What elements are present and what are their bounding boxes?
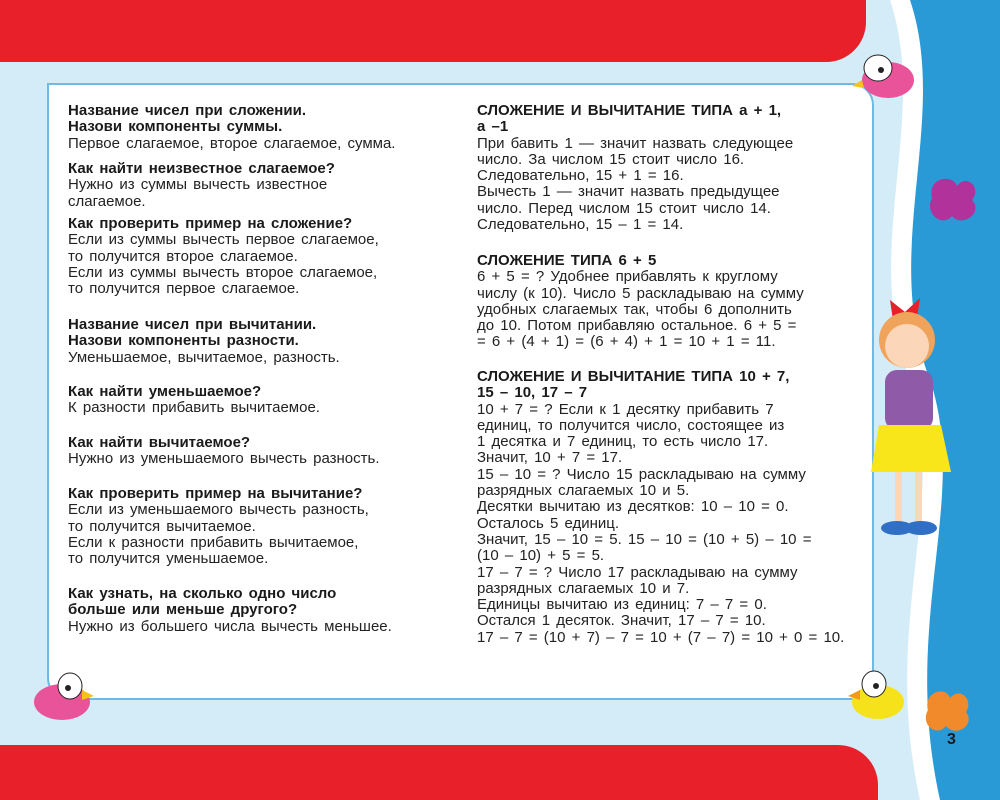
pink-bird-bottom-illustration xyxy=(20,660,100,730)
section-text: К разности прибавить вычитаемое. xyxy=(68,399,320,417)
bottom-red-band xyxy=(0,745,878,800)
top-red-band xyxy=(0,0,866,62)
section-heading: СЛОЖЕНИЕ И ВЫЧИТАНИЕ ТИПА 10 + 7, 15 – 10, 17 – 7 xyxy=(477,368,790,402)
pink-bird-illustration xyxy=(848,40,923,105)
section-heading: Как узнать, на сколько одно число больше или меньше другого? xyxy=(68,585,337,619)
left-section-6 xyxy=(68,435,380,468)
section-heading: Как найти вычитаемое? xyxy=(68,434,251,451)
section-text: 6 + 5 = ? Удобнее прибавлять к круглому числу (к 10). Число 5 раскладываю на сумму удобных слагаемых так, чтобы 6 дополнить до 10. Потом прибавляю остальное. 6 + 5 = = 6 + (4 + 1) = (6 + 4) + 1 = 10 + 1 = 11. xyxy=(477,268,804,351)
left-section-3 xyxy=(68,216,379,297)
section-text: Уменьшаемое, вычитаемое, разность. xyxy=(68,348,340,366)
section-text: 10 + 7 = ? Если к 1 десятку прибавить 7 единиц, то получится число, состоящее из 1 десятка и 7 единиц, то есть число 17. Значит, 10 + 7 = 17. 15 – 10 = ? Число 15 раскладываю на сумму разрядных слагаемых 10 и 5. Десятки вычитаю из десятков: 10 – 10 = 0. Осталось 5 единиц. Значит, 15 – 10 = 5. 15 – 10 = (10 + 5) – 10 = (10 – 10) + 5 = 5. 17 – 7 = ? Число 17 раскладываю на сумму разрядных слагаемых 10 и 7. Единицы вычитаю из единиц: 7 – 7 = 0. Остался 1 десяток. Значит, 17 – 7 = 10. 17 – 7 = (10 + 7) – 7 = 10 + (7 – 7) = 10 + 0 = 10. xyxy=(477,400,845,646)
section-heading: СЛОЖЕНИЕ И ВЫЧИТАНИЕ ТИПА а + 1, а –1 xyxy=(477,102,782,136)
left-section-5 xyxy=(68,384,320,417)
left-section-2 xyxy=(68,161,335,210)
section-text: Нужно из большего числа вычесть меньшее. xyxy=(68,617,392,635)
left-section-8 xyxy=(68,586,392,635)
purple-paint-splash xyxy=(922,168,987,233)
yellow-bird-illustration xyxy=(840,660,915,730)
girl-illustration xyxy=(855,280,965,545)
right-section-2 xyxy=(477,253,804,351)
section-heading: Как проверить пример на сложение? xyxy=(68,215,353,232)
section-text: Нужно из суммы вычесть известное слагаемое. xyxy=(68,176,328,210)
section-text: Нужно из уменьшаемого вычесть разность. xyxy=(68,450,380,468)
left-section-7 xyxy=(68,486,369,567)
page-number: 3 xyxy=(947,731,956,748)
left-section-4 xyxy=(68,317,340,366)
section-text: Если из суммы вычесть первое слагаемое, то получится второе слагаемое. Если из суммы вычесть второе слагаемое, то получится первое слагаемое. xyxy=(68,231,379,298)
section-text: Если из уменьшаемого вычесть разность, то получится вычитаемое. Если к разности прибавить вычитаемое, то получится уменьшаемое. xyxy=(68,501,369,568)
section-text: При бавить 1 — значит назвать следующее число. За числом 15 стоит число 16. Следовательно, 15 + 1 = 16. Вычесть 1 — значит назвать предыдущее число. Перед числом 15 стоит число 14. Следовательно, 15 – 1 = 14. xyxy=(477,134,794,234)
section-text: Первое слагаемое, второе слагаемое, сумма. xyxy=(68,134,396,152)
section-heading: Как проверить пример на вычитание? xyxy=(68,485,363,502)
left-section-1 xyxy=(68,103,395,152)
right-section-1 xyxy=(477,103,793,233)
section-heading: Как найти неизвестное слагаемое? xyxy=(68,160,335,177)
section-heading: Как найти уменьшаемое? xyxy=(68,383,262,400)
section-heading: СЛОЖЕНИЕ ТИПА 6 + 5 xyxy=(477,252,657,269)
section-heading: Название чисел при вычитании. Назови компоненты разности. xyxy=(68,316,317,350)
section-heading: Название чисел при сложении. Назови компоненты суммы. xyxy=(68,102,306,136)
right-section-3 xyxy=(477,369,844,646)
